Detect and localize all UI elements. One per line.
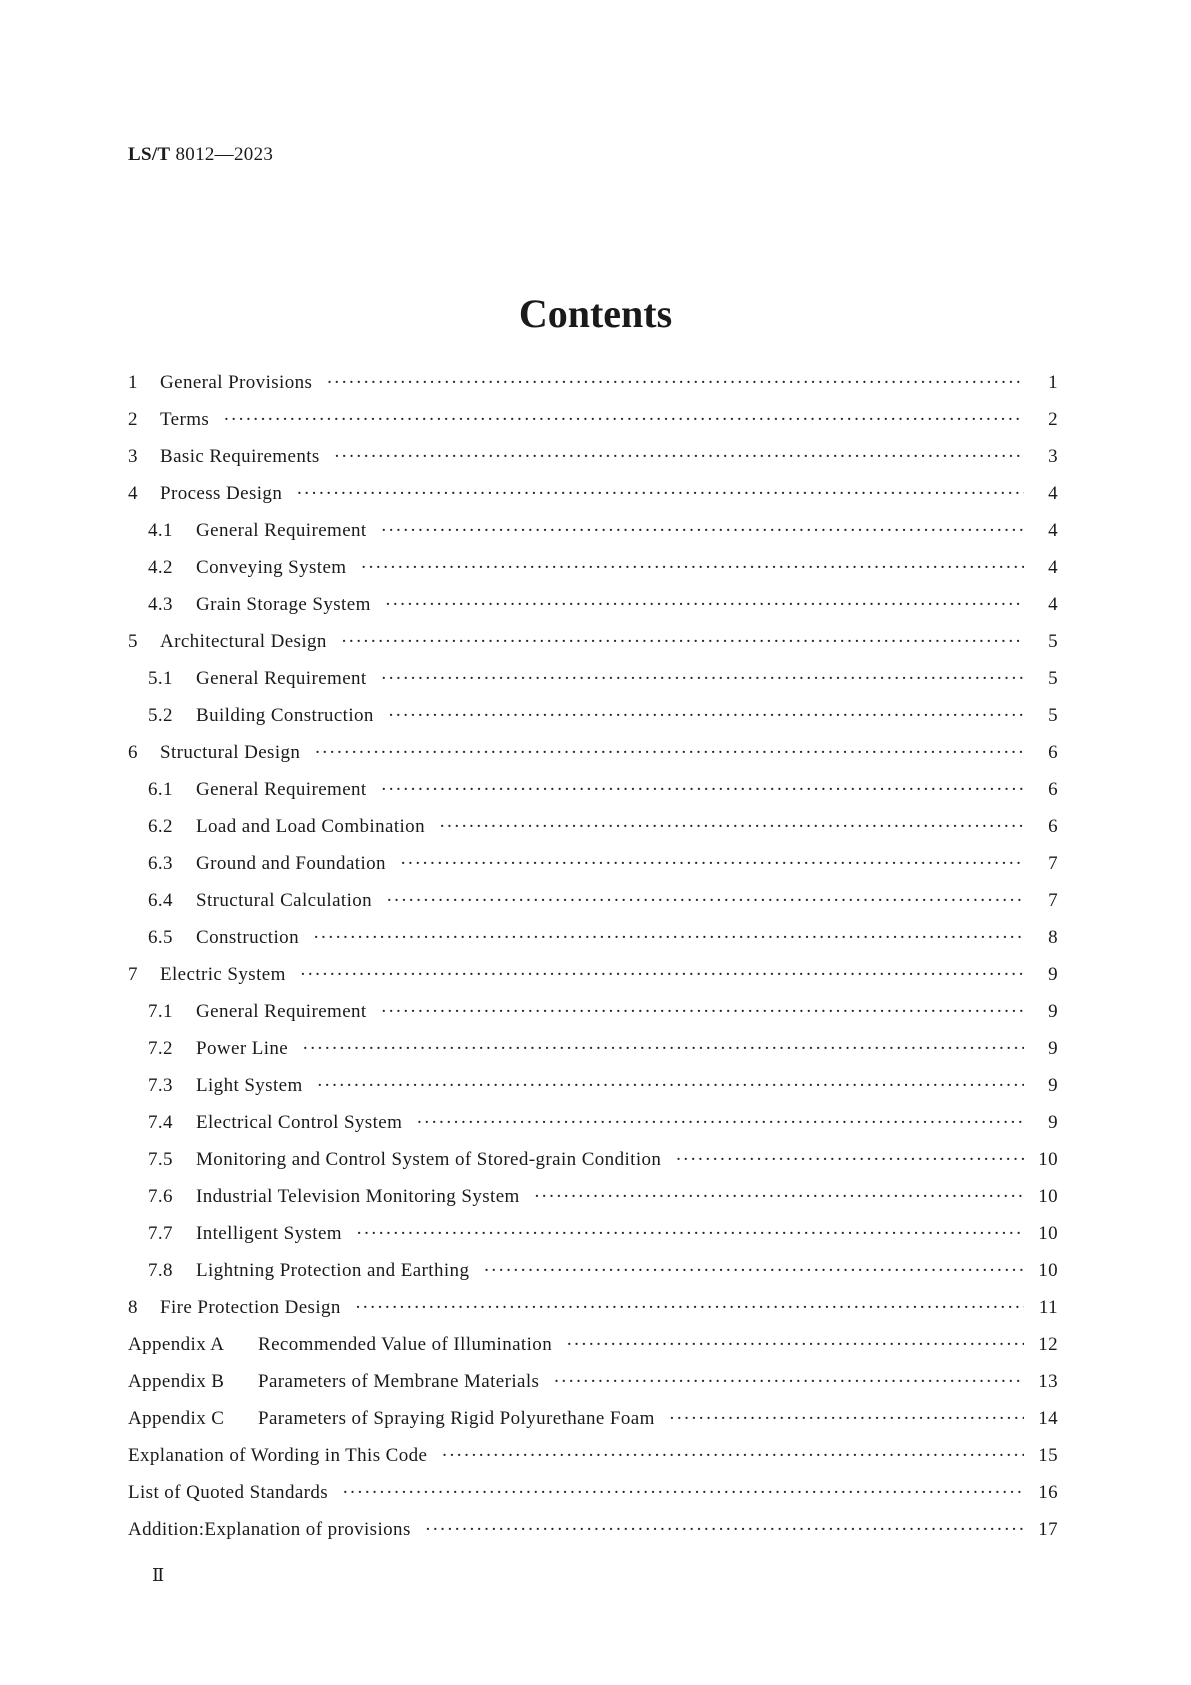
dot-leader: [553, 1371, 1024, 1393]
dot-leader: [223, 409, 1024, 431]
toc-entry-page: 6: [1048, 779, 1058, 800]
toc-entry-number: Appendix B: [128, 1371, 225, 1392]
toc-entry-page: 4: [1048, 520, 1058, 541]
dot-leader: [334, 446, 1024, 468]
dot-leader: [356, 1223, 1024, 1245]
toc-entry-label: Building Construction: [196, 705, 374, 726]
toc-entry-number: 7.7: [148, 1223, 173, 1244]
standard-code-prefix: LS/T: [128, 144, 171, 165]
toc-entry-page: 4: [1048, 557, 1058, 578]
toc-entry[interactable]: [128, 1408, 1058, 1445]
toc-entry-page: 10: [1038, 1260, 1058, 1281]
toc-entry[interactable]: [128, 1445, 1058, 1482]
toc-entry-label: Grain Storage System: [196, 594, 371, 615]
toc-entry[interactable]: [128, 853, 1058, 890]
toc-entry-number: Appendix C: [128, 1408, 225, 1429]
toc-entry-number: 4.3: [148, 594, 173, 615]
toc-entry-page: 7: [1048, 890, 1058, 911]
dot-leader: [313, 927, 1024, 949]
toc-entry[interactable]: [128, 1112, 1058, 1149]
standard-code: [128, 144, 273, 166]
toc-entry-page: 5: [1048, 705, 1058, 726]
toc-entry[interactable]: [128, 1186, 1058, 1223]
toc-entry-label: Industrial Television Monitoring System: [196, 1186, 520, 1207]
toc-entry-label: Ground and Foundation: [196, 853, 386, 874]
dot-leader: [385, 594, 1024, 616]
dot-leader: [381, 779, 1024, 801]
toc-entry-label: Power Line: [196, 1038, 289, 1059]
toc-entry-number: 7.4: [148, 1112, 173, 1133]
toc-entry-number: 5.2: [148, 705, 173, 726]
toc-entry-page: 10: [1038, 1223, 1058, 1244]
toc-entry-number: 7.5: [148, 1149, 173, 1170]
dot-leader: [439, 816, 1024, 838]
toc-entry-number: 5: [128, 631, 138, 652]
dot-leader: [314, 742, 1024, 764]
dot-leader: [675, 1149, 1024, 1171]
toc-entry-number: 6.2: [148, 816, 173, 837]
toc-entry-label: Fire Protection Design: [160, 1297, 341, 1318]
dot-leader: [483, 1260, 1024, 1282]
toc-entry[interactable]: [128, 668, 1058, 705]
dot-leader: [296, 483, 1024, 505]
toc-entry-page: 10: [1038, 1186, 1058, 1207]
toc-entry[interactable]: [128, 1297, 1058, 1334]
toc-entry-label: General Requirement: [196, 668, 367, 689]
toc-entry[interactable]: [128, 890, 1058, 927]
dot-leader: [342, 1482, 1024, 1504]
toc-entry-label: Parameters of Membrane Materials: [258, 1371, 540, 1392]
toc-entry-label: List of Quoted Standards: [128, 1482, 329, 1503]
page-folio: Ⅱ: [152, 1565, 165, 1585]
toc-entry[interactable]: [128, 1482, 1058, 1519]
toc-entry-page: 4: [1048, 483, 1058, 504]
toc-entry-label: Monitoring and Control System of Stored-grain Condition: [196, 1149, 662, 1170]
toc-entry-page: 5: [1048, 668, 1058, 689]
toc-entry-label: Light System: [196, 1075, 303, 1096]
toc-entry-label: Lightning Protection and Earthing: [196, 1260, 470, 1281]
toc-entry-number: 7.2: [148, 1038, 173, 1059]
page-title: Contents: [518, 291, 673, 336]
toc-entry-number: 6.3: [148, 853, 173, 874]
dot-leader: [300, 964, 1024, 986]
toc-entry-page: 15: [1038, 1445, 1058, 1466]
table-of-contents: [128, 372, 1058, 1556]
toc-entry-label: General Requirement: [196, 520, 367, 541]
toc-entry-page: 1: [1048, 372, 1058, 393]
toc-entry-label: Explanation of Wording in This Code: [128, 1445, 428, 1466]
toc-entry-number: 7.6: [148, 1186, 173, 1207]
toc-entry-number: 8: [128, 1297, 138, 1318]
toc-entry-label: Basic Requirements: [160, 446, 320, 467]
dot-leader: [361, 557, 1025, 579]
toc-entry-label: Structural Design: [160, 742, 301, 763]
toc-entry[interactable]: [128, 1149, 1058, 1186]
toc-entry[interactable]: [128, 409, 1058, 446]
toc-entry-page: 10: [1038, 1149, 1058, 1170]
toc-entry[interactable]: [128, 631, 1058, 668]
standard-code-number: 8012—2023: [175, 144, 274, 165]
dot-leader: [386, 890, 1024, 912]
dot-leader: [381, 668, 1024, 690]
toc-entry[interactable]: [128, 742, 1058, 779]
toc-entry-label: Recommended Value of Illumination: [258, 1334, 553, 1355]
toc-entry-number: 6.4: [148, 890, 173, 911]
dot-leader: [416, 1112, 1024, 1134]
toc-entry[interactable]: [128, 779, 1058, 816]
dot-leader: [317, 1075, 1024, 1097]
dot-leader: [326, 372, 1024, 394]
toc-entry[interactable]: [128, 927, 1058, 964]
toc-entry[interactable]: [128, 816, 1058, 853]
toc-entry-number: 5.1: [148, 668, 173, 689]
toc-entry-page: 9: [1048, 964, 1058, 985]
toc-entry[interactable]: [128, 1371, 1058, 1408]
toc-entry-label: Electrical Control System: [196, 1112, 403, 1133]
toc-entry-label: Architectural Design: [160, 631, 327, 652]
dot-leader: [341, 631, 1024, 653]
toc-entry-page: 9: [1048, 1112, 1058, 1133]
toc-entry[interactable]: [128, 1075, 1058, 1112]
dot-leader: [388, 705, 1024, 727]
toc-entry-label: Construction: [196, 927, 299, 948]
toc-entry[interactable]: [128, 483, 1058, 520]
toc-entry-label: Intelligent System: [196, 1223, 342, 1244]
toc-entry-page: 9: [1048, 1038, 1058, 1059]
toc-entry-label: General Requirement: [196, 779, 367, 800]
toc-entry-label: Parameters of Spraying Rigid Polyurethane Foam: [258, 1408, 655, 1429]
toc-entry-label: Addition:Explanation of provisions: [128, 1519, 411, 1540]
toc-entry[interactable]: [128, 446, 1058, 483]
toc-entry-page: 3: [1048, 446, 1058, 467]
dot-leader: [534, 1186, 1024, 1208]
dot-leader: [425, 1519, 1024, 1541]
toc-entry-page: 16: [1038, 1482, 1058, 1503]
toc-entry-label: Process Design: [160, 483, 283, 504]
toc-entry-number: 6.1: [148, 779, 173, 800]
toc-entry-label: Electric System: [160, 964, 286, 985]
toc-entry[interactable]: [128, 520, 1058, 557]
toc-entry-number: 3: [128, 446, 138, 467]
toc-entry-number: 4: [128, 483, 138, 504]
toc-entry-label: General Provisions: [160, 372, 313, 393]
toc-entry-page: 12: [1038, 1334, 1058, 1355]
toc-entry-page: 17: [1038, 1519, 1058, 1540]
dot-leader: [566, 1334, 1024, 1356]
toc-entry-label: Structural Calculation: [196, 890, 373, 911]
toc-entry-number: 7.3: [148, 1075, 173, 1096]
toc-entry[interactable]: [128, 964, 1058, 1001]
dot-leader: [381, 1001, 1024, 1023]
toc-entry[interactable]: [128, 594, 1058, 631]
toc-entry-page: 13: [1038, 1371, 1058, 1392]
toc-entry-number: 2: [128, 409, 138, 430]
toc-entry-page: 2: [1048, 409, 1058, 430]
toc-entry-label: Load and Load Combination: [196, 816, 425, 837]
toc-entry-page: 7: [1048, 853, 1058, 874]
toc-entry-number: 4.2: [148, 557, 173, 578]
toc-entry-page: 4: [1048, 594, 1058, 615]
toc-entry[interactable]: [128, 372, 1058, 409]
dot-leader: [302, 1038, 1024, 1060]
toc-entry[interactable]: [128, 1260, 1058, 1297]
toc-entry-number: 7.8: [148, 1260, 173, 1281]
toc-entry-number: 7: [128, 964, 138, 985]
toc-entry-number: Appendix A: [128, 1334, 225, 1355]
toc-entry-page: 6: [1048, 816, 1058, 837]
toc-entry-number: 7.1: [148, 1001, 173, 1022]
toc-entry-page: 11: [1038, 1297, 1058, 1318]
dot-leader: [441, 1445, 1024, 1467]
toc-entry-page: 5: [1048, 631, 1058, 652]
toc-entry[interactable]: [128, 1001, 1058, 1038]
toc-entry-page: 8: [1048, 927, 1058, 948]
dot-leader: [400, 853, 1024, 875]
toc-entry-number: 1: [128, 372, 138, 393]
toc-entry-number: 6.5: [148, 927, 173, 948]
toc-entry[interactable]: [128, 557, 1058, 594]
toc-entry-number: 4.1: [148, 520, 173, 541]
toc-entry[interactable]: [128, 1334, 1058, 1371]
toc-entry[interactable]: [128, 1038, 1058, 1075]
toc-entry-page: 14: [1038, 1408, 1058, 1429]
toc-entry-page: 6: [1048, 742, 1058, 763]
toc-entry[interactable]: [128, 705, 1058, 742]
toc-entry-label: General Requirement: [196, 1001, 367, 1022]
toc-entry-page: 9: [1048, 1001, 1058, 1022]
toc-entry-page: 9: [1048, 1075, 1058, 1096]
toc-entry-label: Terms: [160, 409, 210, 430]
toc-entry-number: 6: [128, 742, 138, 763]
dot-leader: [355, 1297, 1024, 1319]
toc-entry[interactable]: [128, 1223, 1058, 1260]
dot-leader: [669, 1408, 1024, 1430]
dot-leader: [381, 520, 1024, 542]
toc-entry[interactable]: [128, 1519, 1058, 1556]
toc-entry-label: Conveying System: [196, 557, 347, 578]
